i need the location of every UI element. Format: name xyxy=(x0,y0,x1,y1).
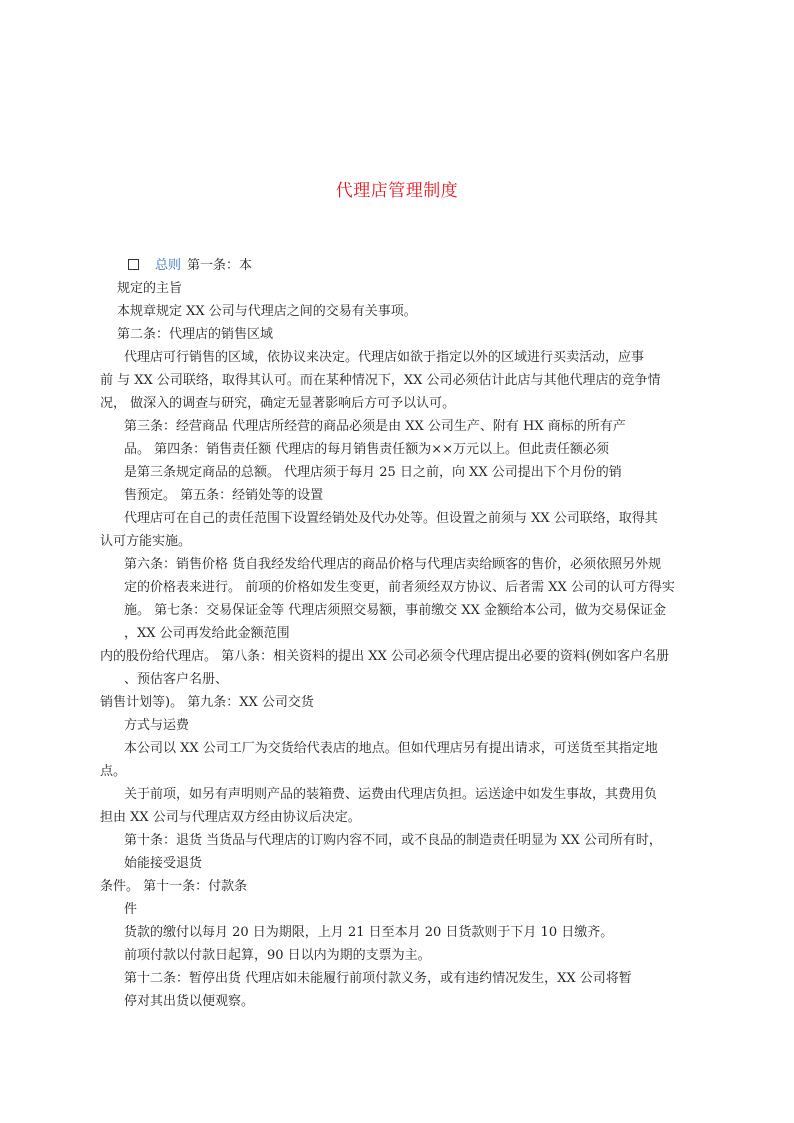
text-line: 条件。 第十一条：付款条 xyxy=(100,879,248,894)
text-line: 方式与运费 xyxy=(124,718,190,733)
text-line: 品。 第四条：销售责任额 代理店的每月销售责任额为××万元以上。但此责任额必须 xyxy=(124,442,610,457)
text-line: 是第三条规定商品的总额。 代理店须于每月 25 日之前，向 XX 公司提出下个月份的销 xyxy=(124,465,622,480)
text-line: 认可方能实施。 xyxy=(100,534,192,549)
text-line: 售预定。 第五条：经销处等的设置 xyxy=(124,488,324,503)
text-line: 规定的主旨 xyxy=(117,281,183,296)
text-line: 第十二条：暂停出货 代理店如未能履行前项付款义务，或有违约情况发生，XX 公司将暂 xyxy=(124,971,632,986)
text-line: 担由 XX 公司与代理店双方经由协议后决定。 xyxy=(100,810,361,825)
text-line: 第三条：经营商品 代理店所经营的商品必须是由 XX 公司生产、附有 HX 商标的所有产 xyxy=(124,419,626,434)
section-label: 总则 xyxy=(155,258,182,273)
text-line: 本公司以 XX 公司工厂为交货给代表店的地点。但如代理店另有提出请求，可送货至其指定地 xyxy=(124,741,658,756)
text-line: 内的股份给代理店。 第八条：相关资料的提出 XX 公司必须令代理店提出必要的资料(例如客户名册 xyxy=(100,649,669,664)
text-line: 况， 做深入的调查与研究，确定无显著影响后方可予以认可。 xyxy=(100,396,456,411)
text-line: 定的价格表来进行。 前项的价格如发生变更，前者须经双方协议、后者需 XX 公司的认可方得实 xyxy=(124,580,675,595)
text-line: 代理店可在自己的责任范围下设置经销处及代办处等。但设置之前须与 XX 公司联络，取得其 xyxy=(124,511,658,526)
text-line: 、预估客户名册、 xyxy=(124,672,229,687)
text-line: 代理店可行销售的区域，依协议来决定。代理店如欲于指定以外的区域进行买卖活动，应事 xyxy=(124,350,645,365)
text-line: 点。 xyxy=(100,764,127,779)
text-line: 施。 第七条：交易保证金等 代理店须照交易额，事前缴交 XX 金额给本公司，做为交易保证金 xyxy=(124,603,667,618)
text-line: 第十条：退货 当货品与代理店的订购内容不同，或不良品的制造责任明显为 XX 公司所有时， xyxy=(124,833,662,848)
text-line: 货款的缴付以每月 20 日为期限，上月 21 日至本月 20 日货款则于下月 10 日缴齐。 xyxy=(124,925,614,940)
section-heading-general xyxy=(128,258,252,274)
text-line: ，XX 公司再发给此金额范围 xyxy=(124,626,290,641)
text-line: 第一条：本 xyxy=(187,258,253,273)
text-line: 始能接受退货 xyxy=(124,856,203,871)
text-line: 关于前项，如另有声明则产品的装箱费、运费由代理店负担。运送途中如发生事故，其费用负 xyxy=(124,787,658,802)
text-line: 第六条：销售价格 货自我经发给代理店的商品价格与代理店卖给顾客的售价，必须依照另外规 xyxy=(124,557,662,572)
text-line: 销售计划等)。 第九条：XX 公司交货 xyxy=(100,695,314,710)
text-line: 停对其出货以便观察。 xyxy=(124,994,255,1009)
text-line: 本规章规定 XX 公司与代理店之间的交易有关事项。 xyxy=(117,304,417,319)
page-title: 代理店管理制度 xyxy=(335,181,459,201)
text-line: 件 xyxy=(124,902,138,917)
empty-checkbox-icon xyxy=(128,259,139,270)
text-line: 前项付款以付款日起算，90 日以内为期的支票为主。 xyxy=(124,948,431,963)
text-line: 第二条：代理店的销售区域 xyxy=(117,327,274,342)
text-line: 前 与 XX 公司联络，取得其认可。而在某种情况下，XX 公司必须估计此店与其他代理店的竞争情 xyxy=(100,373,661,388)
